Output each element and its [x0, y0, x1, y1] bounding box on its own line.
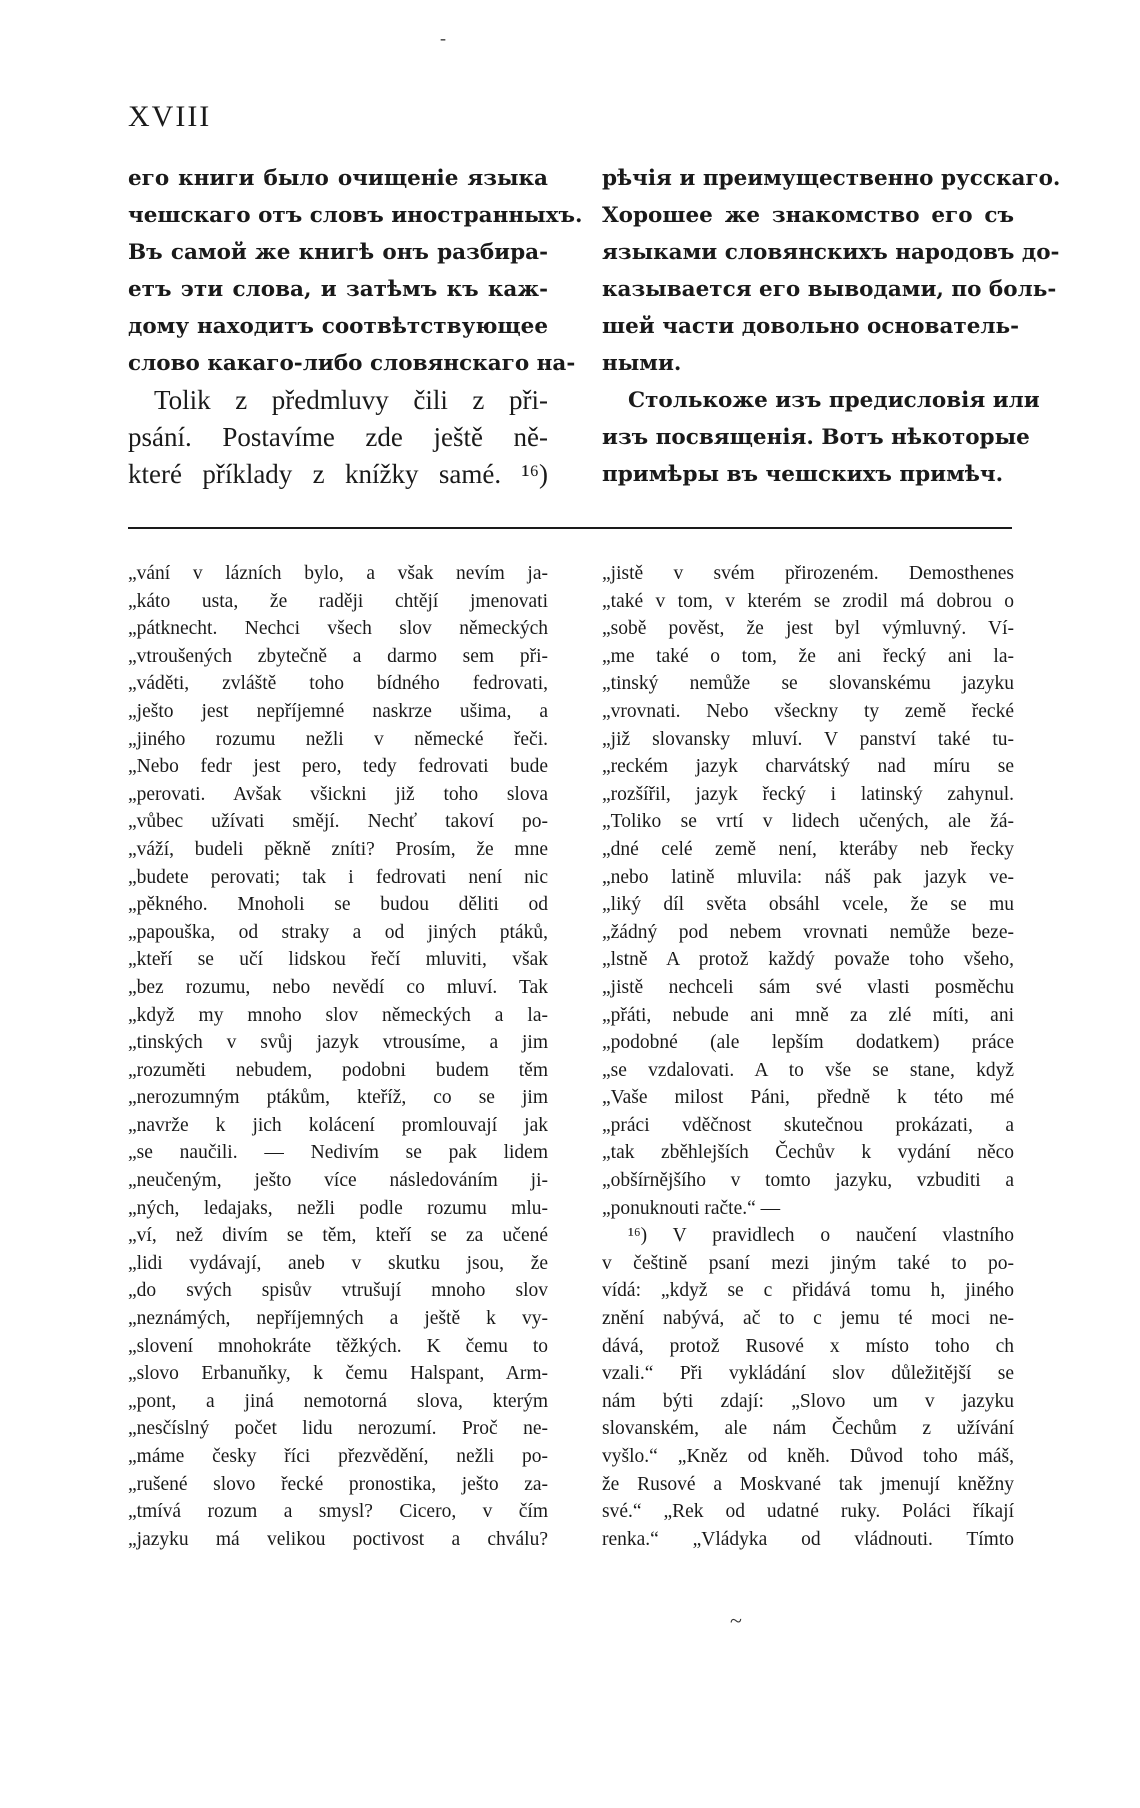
footnote-line: „když my mnoho slov německých a la-: [128, 1004, 548, 1026]
footnote-line: „do svých spisův vtrušují mnoho slov: [128, 1280, 548, 1302]
footnote-line: „bez rozumu, nebo nevědí co mluví. Tak: [128, 976, 548, 998]
footnote-line: „nesčíslný počet lidu nerozumí. Proč ne-: [128, 1418, 548, 1440]
footnote-line: „pěkného. Mnoholi se budou děliti od: [128, 894, 548, 916]
footnote-line: „vrovnati. Nebo všeckny ty země řecké: [602, 700, 1014, 722]
footnote-line: „jiného rozumu nežli v německé řeči.: [128, 728, 548, 750]
footnote-line: „žádný pod nebem vrovnati nemůže beze-: [602, 921, 1014, 943]
text-line: шей части довольно основатель-: [602, 314, 1020, 339]
text-line: рѣчія и преимущественно русскаго.: [602, 166, 1061, 191]
text-line: psání. Postavíme zde ještě ně-: [128, 422, 548, 452]
footnote-line: „perovati. Avšak všickni již toho slova: [128, 783, 548, 805]
footnote-line: „neučeným, ješto více následováním ji-: [128, 1170, 548, 1192]
footnote-line: „reckém jazyk charvátský nad míru se: [602, 756, 1014, 778]
page-number: XVIII: [128, 100, 212, 133]
footnote-line: „dné celé země není, kteráby neb řecky: [602, 838, 1014, 860]
footnote-line: „rozuměti nebudem, podobni budem těm: [128, 1059, 548, 1081]
footnote-line: „jazyku má velikou poctivost a chválu?: [128, 1528, 548, 1550]
footnote-line: „váží, budeli pěkně zníti? Prosím, že mne: [128, 838, 548, 860]
footnote-line: „pont, a jiná nemotorná slova, kterým: [128, 1390, 548, 1412]
text-line: které příklady z knížky samé. ¹⁶): [128, 459, 548, 489]
main-text-left-column: [128, 160, 583, 493]
text-line: ными.: [602, 351, 682, 376]
footnote-line: slovanském, ale nám Čechům z užívání: [602, 1418, 1014, 1440]
footnote-line: „Nebo fedr jest pero, tedy fedrovati bude: [128, 756, 548, 778]
scan-mark-top: -: [440, 28, 446, 48]
footnote-line: „ných, ledajaks, nežli podle rozumu mlu-: [128, 1197, 548, 1219]
footnote-line: „budete perovati; tak i fedrovati není nic: [128, 866, 548, 888]
footnote-line: „neznámých, nepříjemných a ještě k vy-: [128, 1308, 548, 1330]
footnote-line: „již slovansky mluví. V panství také tu-: [602, 728, 1014, 750]
footnote-line: „vůbec užívati smějí. Nechť takoví po-: [128, 811, 548, 833]
footnote-divider: [128, 527, 1012, 529]
text-line: языками словянскихъ народовъ до-: [602, 240, 1060, 265]
footnote-line: „rozšířil, jazyk řecký i latinský zahynul.: [602, 783, 1014, 805]
footnote-line: renka.“ „Vládyka od vládnouti. Tímto: [602, 1528, 1014, 1550]
footnote-line: „pátknecht. Nechci všech slov německých: [128, 618, 548, 640]
footnote-line: nám býti zdají: „Slovo um v jazyku: [602, 1390, 1014, 1412]
text-line: слово какаго-либо словянскаго на-: [128, 351, 576, 376]
footnote-line: „tinských v svůj jazyk vtrousíme, a jim: [128, 1032, 548, 1054]
footnote-line: „me také o tom, že ani řecký ani la-: [602, 645, 1014, 667]
footnote-line: „jistě nechceli sám své vlasti posměchu: [602, 976, 1014, 998]
scan-mark-bottom: ~: [730, 1608, 742, 1633]
footnote-line: „jistě v svém přirozeném. Demosthenes: [602, 563, 1014, 584]
footnote-line: „ví, než divím se těm, kteří se za učené: [128, 1225, 548, 1247]
footnote-right-column: [602, 560, 1014, 1553]
text-line: етъ эти слова, и затѣмъ къ каж-: [128, 277, 548, 302]
footnote-line: „Toliko se vrtí v lidech učených, ale žá-: [602, 811, 1014, 833]
footnote-line: že Rusové a Moskvané tak jmenují kněžny: [602, 1473, 1014, 1495]
footnote-line: „ponuknouti račte.“ —: [602, 1197, 781, 1219]
footnote-line: „nebo latině mluvila: náš pak jazyk ve-: [602, 866, 1014, 888]
footnote-line: „liký díl světa obsáhl vcele, že se mu: [602, 894, 1014, 916]
footnote-line: „papouška, od straky a od jiných ptáků,: [128, 921, 548, 943]
footnote-line: „Vaše milost Páni, předně k této mé: [602, 1087, 1014, 1109]
main-text-right-column: [602, 160, 1061, 493]
text-line: Tolik z předmluvy čili z při-: [154, 385, 548, 415]
footnote-line: své.“ „Rek od udatné ruky. Poláci říkají: [602, 1501, 1014, 1523]
footnote-line: „práci vděčnost skutečnou prokázati, a: [602, 1114, 1014, 1136]
footnote-line: „ješto jest nepříjemné naskrze ušima, a: [128, 700, 548, 722]
footnote-line: „sobě pověst, že jest byl výmluvný. Ví-: [602, 618, 1014, 640]
footnote-line: „nerozumným ptákům, kteříž, co se jim: [128, 1087, 548, 1109]
footnote-line: vzali.“ Při vykládání slov důležitější se: [602, 1363, 1014, 1385]
footnote-16-start: ¹⁶) V pravidlech o naučení vlastního: [628, 1225, 1014, 1247]
text-line: примѣры въ чешскихъ примѣч.: [602, 462, 1004, 487]
footnote-line: „kteří se učí lidskou řečí mluviti, však: [128, 949, 548, 971]
footnote-line: „obšírnějšího v tomto jazyku, vzbuditi a: [602, 1170, 1014, 1192]
text-line: Въ самой же книгѣ онъ разбира-: [128, 240, 548, 265]
footnote-line: „váděti, zvláště toho bídného fedrovati,: [128, 673, 548, 695]
footnote-line: „tak zběhlejších Čechův k vydání něco: [602, 1142, 1014, 1164]
text-line: Хорошее же знакомство его съ: [602, 203, 1014, 228]
footnote-line: dává, protož Rusové x místo toho ch: [602, 1335, 1014, 1357]
text-line: его книги было очищеніе языка: [128, 166, 548, 191]
footnote-line: „lstně A protož každý považe toho všeho,: [602, 949, 1014, 971]
text-line: казывается его выводами, по боль-: [602, 277, 1057, 302]
footnote-line: vídá: „když se c přidává tomu h, jiného: [602, 1280, 1014, 1302]
footnote-line: vyšlo.“ „Kněz od kněh. Důvod toho máš,: [602, 1446, 1014, 1467]
footnote-line: „také v tom, v kterém se zrodil má dobrou o: [602, 590, 1014, 612]
footnote-line: „podobné (ale lepším dodatkem) práce: [602, 1032, 1014, 1054]
footnote-line: „lidi vydávají, aneb v skutku jsou, že: [128, 1252, 548, 1274]
footnote-line: „slovo Erbanuňky, k čemu Halspant, Arm-: [128, 1363, 548, 1385]
footnote-line: „slovení mnohokráte těžkých. K čemu to: [128, 1335, 548, 1357]
footnote-line: „tmívá rozum a smysl? Cicero, v čím: [128, 1501, 548, 1523]
footnote-line: znění nabývá, ač to c jemu té moci ne-: [602, 1308, 1014, 1330]
footnote-line: „přáti, nebude ani mně za zlé míti, ani: [602, 1004, 1014, 1026]
footnote-line: „navrže k jich kolácení promlouvají jak: [128, 1114, 548, 1136]
text-line: изъ посвященія. Вотъ нѣкоторые: [602, 425, 1030, 450]
footnote-left-column: [128, 560, 548, 1553]
text-line: чешскаго отъ словъ иностранныхъ.: [128, 203, 583, 228]
footnote-line: v češtině psaní mezi jiným také to po-: [602, 1252, 1014, 1274]
footnote-line: „vtroušených zbytečně a darmo sem při-: [128, 645, 548, 667]
footnote-line: „máme česky říci přezvědění, nežli po-: [128, 1446, 548, 1467]
footnote-line: „tinský nemůže se slovanskému jazyku: [602, 673, 1014, 695]
footnote-line: „rušené slovo řecké pronostika, ješto za-: [128, 1473, 548, 1495]
footnote-line: „se vzdalovati. A to vše se stane, když: [602, 1059, 1014, 1081]
text-line: Столькоже изъ предисловія или: [628, 388, 1040, 413]
footnote-line: „káto usta, že raději chtějí jmenovati: [128, 590, 548, 612]
text-line: дому находитъ соотвѣтствующее: [128, 314, 548, 339]
footnote-line: „se naučili. — Nedivím se pak lidem: [128, 1142, 548, 1164]
footnote-line: „vání v lázních bylo, a však nevím ja-: [128, 563, 548, 584]
